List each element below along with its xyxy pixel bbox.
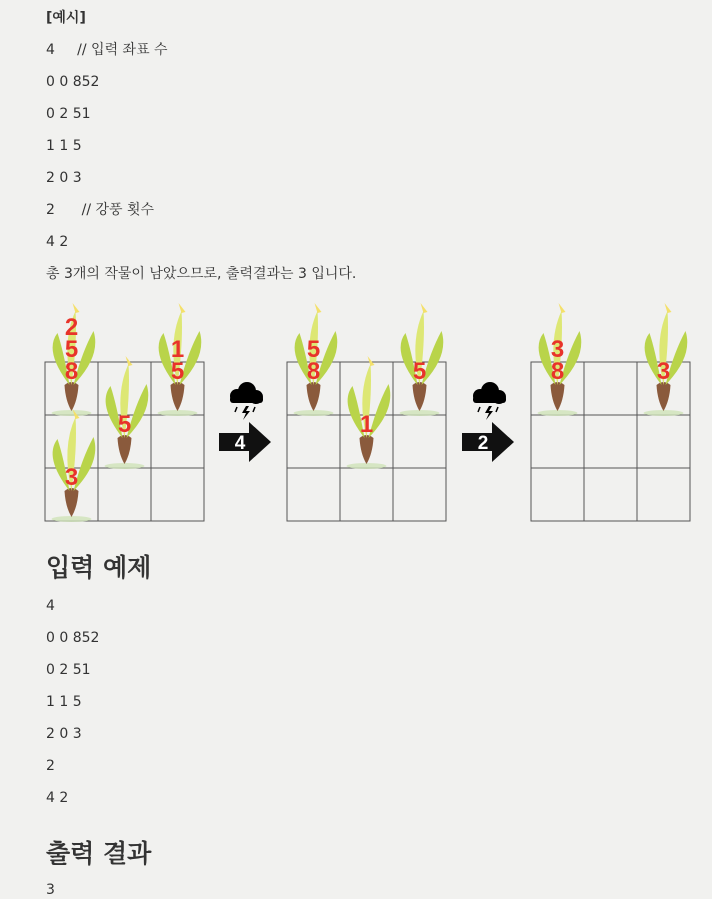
crop-root [360, 435, 374, 464]
input-line: 1 1 5 [46, 694, 82, 710]
storm-cloud-icon [230, 382, 263, 420]
crop-sprout [368, 356, 375, 366]
grid-cell [98, 468, 151, 521]
crop-root [65, 382, 79, 411]
grid-cell [637, 468, 690, 521]
crop-plant [644, 303, 688, 416]
example-line: 0 0 852 [46, 74, 100, 90]
storm-cloud-icon [473, 382, 506, 420]
grid-cell [531, 468, 584, 521]
crop-plant [400, 303, 444, 416]
crop-plant [52, 409, 96, 522]
grid-cell [151, 415, 204, 468]
wind-simulation-figure [0, 292, 712, 532]
input-line: 0 2 51 [46, 662, 91, 678]
grid-cell [584, 468, 637, 521]
crop-root [307, 382, 321, 411]
grid-cell [287, 415, 340, 468]
crop-sprout [126, 356, 133, 366]
crop-sprout [421, 303, 428, 313]
field-grid [287, 303, 446, 521]
crop-number: 5 [170, 358, 185, 385]
crop-plant [538, 303, 582, 416]
crop-number: 5 [306, 336, 321, 363]
crop-number: 8 [306, 358, 321, 385]
input-line: 4 [46, 598, 55, 614]
crop-number: 8 [550, 358, 565, 385]
input-line: 2 [46, 758, 55, 774]
crop-number: 5 [412, 358, 427, 385]
field-grid [45, 303, 204, 522]
grid-cell [531, 415, 584, 468]
output-result-title: 출력 결과 [46, 839, 152, 868]
grid-cell [151, 468, 204, 521]
example-line: 2 // 강풍 횟수 [46, 202, 155, 218]
crop-plant [158, 303, 202, 416]
output-line: 3 [46, 882, 55, 898]
crop-plant [52, 303, 96, 416]
crop-root [118, 435, 132, 464]
example-line: 4 // 입력 좌표 수 [46, 42, 168, 58]
crop-sprout [559, 303, 566, 313]
crop-sprout [315, 303, 322, 313]
crop-number: 5 [117, 411, 132, 438]
crop-sprout [179, 303, 186, 313]
grid-cell [584, 415, 637, 468]
crop-plant [105, 356, 149, 469]
example-line: 2 0 3 [46, 170, 82, 186]
input-line: 0 0 852 [46, 630, 100, 646]
field-grid [531, 303, 690, 521]
crop-number: 3 [656, 358, 671, 385]
crop-number: 8 [64, 358, 79, 385]
crop-number: 3 [64, 464, 79, 491]
crop-plant [294, 303, 338, 416]
grid-cell [287, 468, 340, 521]
input-example-title: 입력 예제 [46, 553, 152, 582]
grid-cell [637, 415, 690, 468]
crop-root [413, 382, 427, 411]
example-line: 4 2 [46, 234, 69, 250]
wind-arrow [219, 382, 271, 462]
grid-cell [340, 468, 393, 521]
example-header: [예시] [46, 10, 86, 26]
grid-cell [584, 362, 637, 415]
crop-plant [347, 356, 391, 469]
crop-number: 3 [550, 336, 565, 363]
crop-number: 5 [64, 336, 79, 363]
grid-cell [393, 468, 446, 521]
wind-count-label: 2 [477, 433, 489, 454]
crop-root [551, 382, 565, 411]
example-line: 0 2 51 [46, 106, 91, 122]
example-line: 1 1 5 [46, 138, 82, 154]
input-line: 4 2 [46, 790, 69, 806]
wind-arrow [462, 382, 514, 462]
crop-number: 1 [170, 336, 185, 363]
crop-root [65, 488, 79, 517]
grid-cell [393, 415, 446, 468]
input-line: 2 0 3 [46, 726, 82, 742]
crop-number: 1 [359, 411, 374, 438]
crop-sprout [73, 303, 80, 313]
crop-sprout [665, 303, 672, 313]
crop-root [171, 382, 185, 411]
crop-number: 2 [64, 314, 79, 341]
example-summary: 총 3개의 작물이 남았으므로, 출력결과는 3 입니다. [46, 266, 357, 282]
wind-count-label: 4 [234, 433, 246, 454]
crop-root [657, 382, 671, 411]
